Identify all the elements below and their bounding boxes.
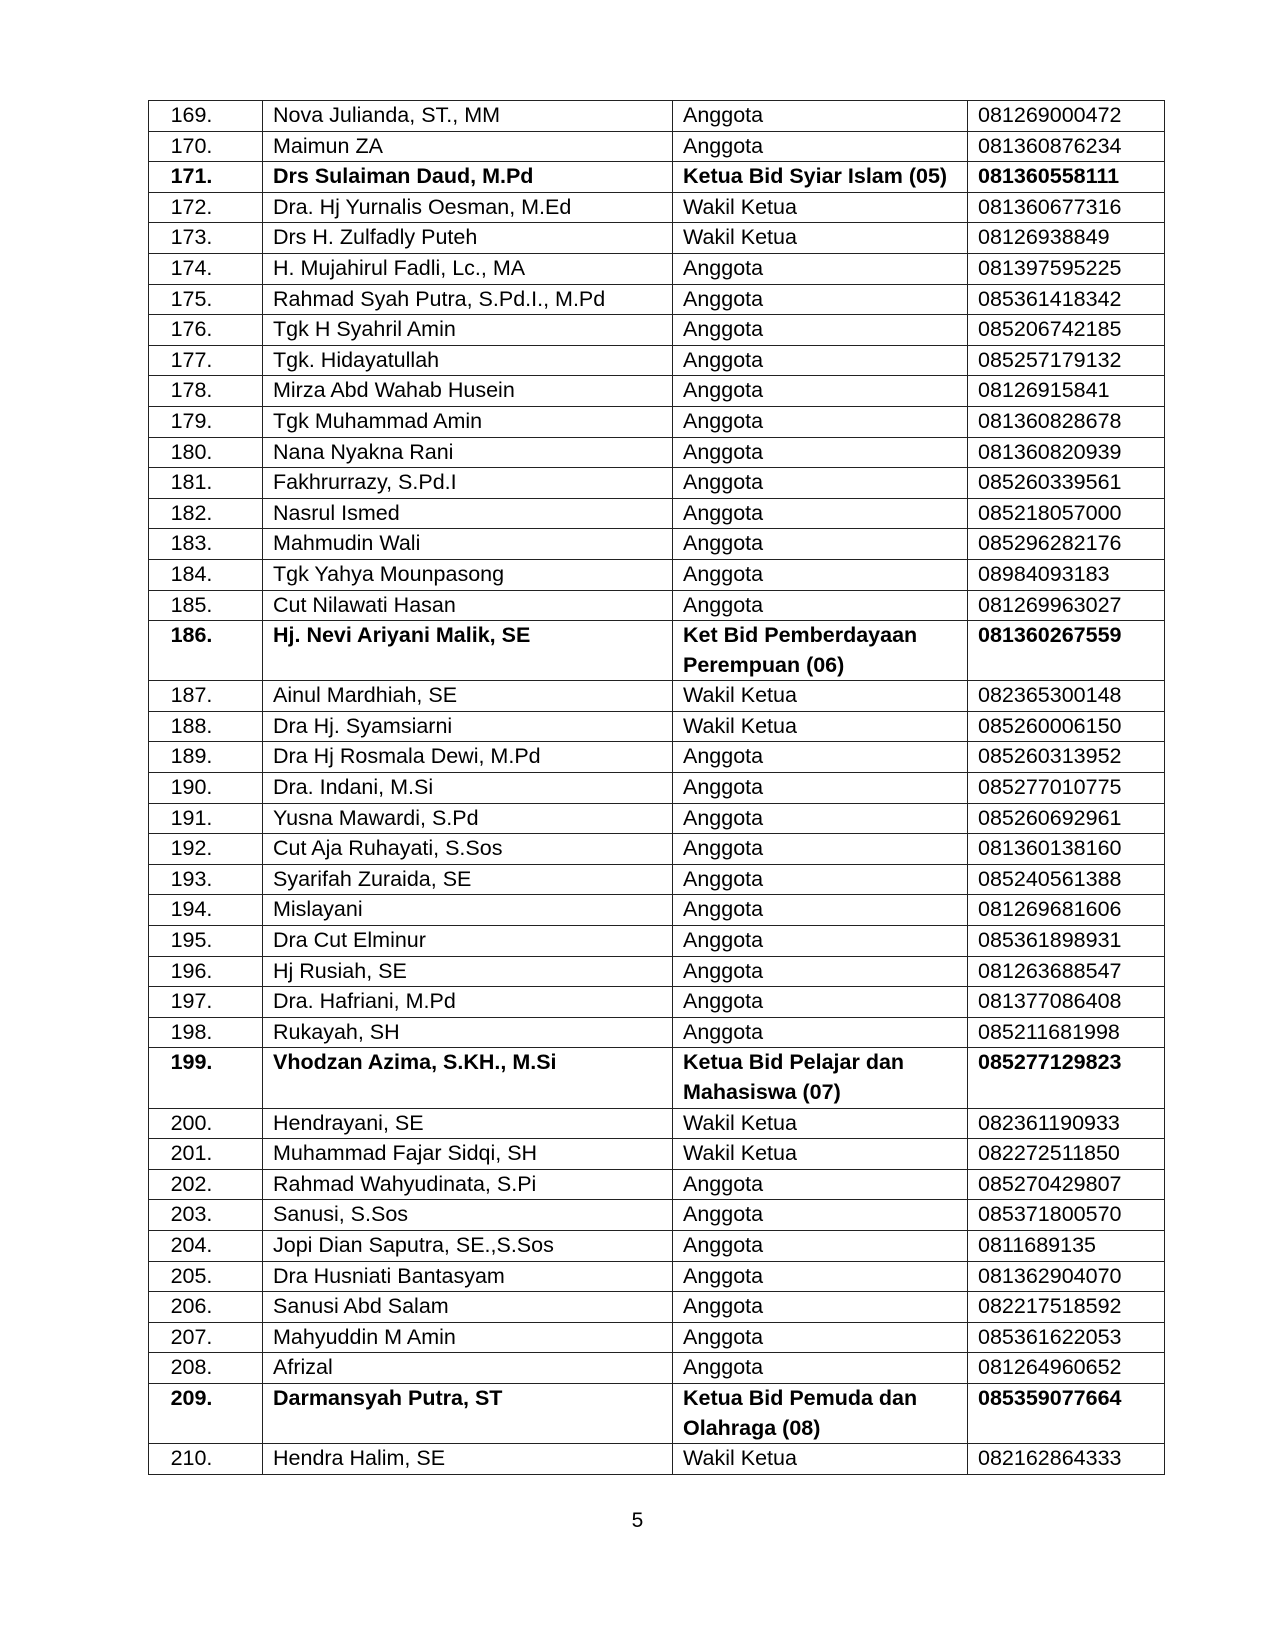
member-name: Mirza Abd Wahab Husein (263, 376, 673, 407)
row-number: 195. (149, 926, 263, 957)
member-role: Anggota (673, 253, 968, 284)
table-row (149, 1444, 1165, 1475)
table-row (149, 223, 1165, 254)
member-phone: 082361190933 (968, 1108, 1165, 1139)
member-phone: 081360267559 (968, 621, 1165, 681)
row-number: 196. (149, 956, 263, 987)
member-phone: 085260006150 (968, 711, 1165, 742)
member-phone: 085240561388 (968, 864, 1165, 895)
member-name: Dra Cut Elminur (263, 926, 673, 957)
row-number: 192. (149, 834, 263, 865)
member-role: Anggota (673, 284, 968, 315)
member-name: Syarifah Zuraida, SE (263, 864, 673, 895)
member-phone: 082272511850 (968, 1139, 1165, 1170)
table-row (149, 621, 1165, 681)
member-phone: 085277129823 (968, 1048, 1165, 1108)
member-table-body (149, 101, 1165, 1475)
member-phone: 085260692961 (968, 803, 1165, 834)
row-number: 203. (149, 1200, 263, 1231)
table-row (149, 1169, 1165, 1200)
member-phone: 085361898931 (968, 926, 1165, 957)
member-role: Wakil Ketua (673, 681, 968, 712)
table-row (149, 956, 1165, 987)
member-name: Mahyuddin M Amin (263, 1322, 673, 1353)
table-row (149, 131, 1165, 162)
table-row (149, 345, 1165, 376)
member-name: Fakhrurrazy, S.Pd.I (263, 468, 673, 499)
member-phone: 081360828678 (968, 406, 1165, 437)
member-phone: 085296282176 (968, 529, 1165, 560)
member-phone: 08984093183 (968, 559, 1165, 590)
table-row (149, 1108, 1165, 1139)
member-name: Tgk Yahya Mounpasong (263, 559, 673, 590)
row-number: 190. (149, 773, 263, 804)
member-phone: 081360820939 (968, 437, 1165, 468)
row-number: 202. (149, 1169, 263, 1200)
member-role: Wakil Ketua (673, 192, 968, 223)
table-row (149, 711, 1165, 742)
member-name: Nana Nyakna Rani (263, 437, 673, 468)
member-phone: 085260313952 (968, 742, 1165, 773)
row-number: 169. (149, 101, 263, 132)
member-name: Vhodzan Azima, S.KH., M.Si (263, 1048, 673, 1108)
member-phone: 081397595225 (968, 253, 1165, 284)
member-role: Anggota (673, 987, 968, 1018)
member-name: Drs H. Zulfadly Puteh (263, 223, 673, 254)
member-name: Dra Husniati Bantasyam (263, 1261, 673, 1292)
member-phone: 082365300148 (968, 681, 1165, 712)
member-name: Yusna Mawardi, S.Pd (263, 803, 673, 834)
member-name: Tgk Muhammad Amin (263, 406, 673, 437)
table-row (149, 1322, 1165, 1353)
member-role: Ketua Bid Pelajar dan Mahasiswa (07) (673, 1048, 968, 1108)
row-number: 180. (149, 437, 263, 468)
member-role: Anggota (673, 468, 968, 499)
table-row (149, 1017, 1165, 1048)
member-phone: 085270429807 (968, 1169, 1165, 1200)
member-phone: 081263688547 (968, 956, 1165, 987)
row-number: 171. (149, 162, 263, 193)
table-row (149, 498, 1165, 529)
member-phone: 081264960652 (968, 1353, 1165, 1384)
row-number: 207. (149, 1322, 263, 1353)
member-role: Wakil Ketua (673, 223, 968, 254)
member-name: Hj. Nevi Ariyani Malik, SE (263, 621, 673, 681)
table-row (149, 162, 1165, 193)
member-name: Muhammad Fajar Sidqi, SH (263, 1139, 673, 1170)
member-role: Wakil Ketua (673, 711, 968, 742)
table-row (149, 376, 1165, 407)
member-role: Anggota (673, 437, 968, 468)
member-role: Anggota (673, 834, 968, 865)
member-name: Ainul Mardhiah, SE (263, 681, 673, 712)
row-number: 170. (149, 131, 263, 162)
table-row (149, 926, 1165, 957)
member-role: Anggota (673, 1017, 968, 1048)
member-role: Ketua Bid Pemuda dan Olahraga (08) (673, 1383, 968, 1443)
table-row (149, 590, 1165, 621)
member-role: Ket Bid Pemberdayaan Perempuan (06) (673, 621, 968, 681)
member-role: Anggota (673, 315, 968, 346)
member-phone: 085361418342 (968, 284, 1165, 315)
member-phone: 085218057000 (968, 498, 1165, 529)
row-number: 184. (149, 559, 263, 590)
member-role: Wakil Ketua (673, 1444, 968, 1475)
row-number: 183. (149, 529, 263, 560)
row-number: 173. (149, 223, 263, 254)
member-name: Nova Julianda, ST., MM (263, 101, 673, 132)
member-name: Hendra Halim, SE (263, 1444, 673, 1475)
row-number: 179. (149, 406, 263, 437)
member-role: Anggota (673, 590, 968, 621)
member-name: H. Mujahirul Fadli, Lc., MA (263, 253, 673, 284)
member-name: Dra Hj Rosmala Dewi, M.Pd (263, 742, 673, 773)
row-number: 182. (149, 498, 263, 529)
member-phone: 081360677316 (968, 192, 1165, 223)
member-phone: 082162864333 (968, 1444, 1165, 1475)
row-number: 210. (149, 1444, 263, 1475)
member-name: Rahmad Wahyudinata, S.Pi (263, 1169, 673, 1200)
member-name: Cut Aja Ruhayati, S.Sos (263, 834, 673, 865)
member-role: Wakil Ketua (673, 1108, 968, 1139)
row-number: 198. (149, 1017, 263, 1048)
member-name: Tgk H Syahril Amin (263, 315, 673, 346)
table-row (149, 1200, 1165, 1231)
member-role: Anggota (673, 1322, 968, 1353)
table-row (149, 742, 1165, 773)
page-number: 5 (631, 1509, 644, 1532)
member-name: Mahmudin Wali (263, 529, 673, 560)
member-name: Mislayani (263, 895, 673, 926)
row-number: 185. (149, 590, 263, 621)
member-name: Dra. Hafriani, M.Pd (263, 987, 673, 1018)
member-name: Maimun ZA (263, 131, 673, 162)
member-role: Anggota (673, 101, 968, 132)
table-row (149, 681, 1165, 712)
member-name: Tgk. Hidayatullah (263, 345, 673, 376)
member-name: Sanusi Abd Salam (263, 1292, 673, 1323)
member-phone: 081360558111 (968, 162, 1165, 193)
member-role: Anggota (673, 376, 968, 407)
table-row (149, 437, 1165, 468)
table-row (149, 406, 1165, 437)
table-row (149, 773, 1165, 804)
member-role: Anggota (673, 742, 968, 773)
row-number: 209. (149, 1383, 263, 1443)
member-phone: 081362904070 (968, 1261, 1165, 1292)
row-number: 187. (149, 681, 263, 712)
table-row (149, 559, 1165, 590)
member-role: Anggota (673, 529, 968, 560)
member-name: Dra. Hj Yurnalis Oesman, M.Ed (263, 192, 673, 223)
row-number: 194. (149, 895, 263, 926)
member-role: Anggota (673, 1169, 968, 1200)
member-phone: 085257179132 (968, 345, 1165, 376)
table-row (149, 803, 1165, 834)
member-name: Jopi Dian Saputra, SE.,S.Sos (263, 1230, 673, 1261)
member-role: Wakil Ketua (673, 1139, 968, 1170)
row-number: 175. (149, 284, 263, 315)
member-name: Dra. Indani, M.Si (263, 773, 673, 804)
member-phone: 081269681606 (968, 895, 1165, 926)
row-number: 177. (149, 345, 263, 376)
row-number: 181. (149, 468, 263, 499)
table-row (149, 895, 1165, 926)
member-name: Rahmad Syah Putra, S.Pd.I., M.Pd (263, 284, 673, 315)
table-row (149, 1353, 1165, 1384)
table-row (149, 284, 1165, 315)
table-row (149, 1292, 1165, 1323)
table-row (149, 192, 1165, 223)
member-role: Anggota (673, 1353, 968, 1384)
member-phone: 08126938849 (968, 223, 1165, 254)
table-row (149, 834, 1165, 865)
member-name: Hendrayani, SE (263, 1108, 673, 1139)
member-role: Anggota (673, 498, 968, 529)
row-number: 208. (149, 1353, 263, 1384)
member-role: Anggota (673, 1261, 968, 1292)
member-phone: 085206742185 (968, 315, 1165, 346)
member-role: Anggota (673, 926, 968, 957)
member-role: Anggota (673, 803, 968, 834)
member-role: Anggota (673, 1200, 968, 1231)
member-phone: 08126915841 (968, 376, 1165, 407)
row-number: 174. (149, 253, 263, 284)
table-row (149, 1383, 1165, 1443)
member-role: Anggota (673, 131, 968, 162)
row-number: 206. (149, 1292, 263, 1323)
table-row (149, 529, 1165, 560)
row-number: 176. (149, 315, 263, 346)
table-row (149, 1261, 1165, 1292)
member-role: Anggota (673, 864, 968, 895)
table-row (149, 1048, 1165, 1108)
member-name: Nasrul Ismed (263, 498, 673, 529)
member-name: Darmansyah Putra, ST (263, 1383, 673, 1443)
row-number: 193. (149, 864, 263, 895)
member-name: Drs Sulaiman Daud, M.Pd (263, 162, 673, 193)
member-role: Anggota (673, 406, 968, 437)
member-phone: 085361622053 (968, 1322, 1165, 1353)
table-row (149, 987, 1165, 1018)
member-role: Anggota (673, 1230, 968, 1261)
row-number: 178. (149, 376, 263, 407)
member-phone: 081269963027 (968, 590, 1165, 621)
row-number: 197. (149, 987, 263, 1018)
member-phone: 082217518592 (968, 1292, 1165, 1323)
row-number: 201. (149, 1139, 263, 1170)
member-name: Dra Hj. Syamsiarni (263, 711, 673, 742)
member-name: Cut Nilawati Hasan (263, 590, 673, 621)
member-phone: 085211681998 (968, 1017, 1165, 1048)
member-phone: 085260339561 (968, 468, 1165, 499)
member-phone: 085277010775 (968, 773, 1165, 804)
member-role: Anggota (673, 895, 968, 926)
member-phone: 085371800570 (968, 1200, 1165, 1231)
row-number: 186. (149, 621, 263, 681)
row-number: 188. (149, 711, 263, 742)
member-role: Anggota (673, 773, 968, 804)
table-row (149, 101, 1165, 132)
table-row (149, 315, 1165, 346)
table-row (149, 864, 1165, 895)
member-name: Hj Rusiah, SE (263, 956, 673, 987)
row-number: 172. (149, 192, 263, 223)
row-number: 204. (149, 1230, 263, 1261)
member-name: Sanusi, S.Sos (263, 1200, 673, 1231)
table-row (149, 1139, 1165, 1170)
row-number: 199. (149, 1048, 263, 1108)
member-phone: 081360876234 (968, 131, 1165, 162)
member-name: Rukayah, SH (263, 1017, 673, 1048)
member-role: Anggota (673, 345, 968, 376)
member-phone: 0811689135 (968, 1230, 1165, 1261)
row-number: 189. (149, 742, 263, 773)
member-phone: 081360138160 (968, 834, 1165, 865)
table-row (149, 468, 1165, 499)
row-number: 191. (149, 803, 263, 834)
member-name: Afrizal (263, 1353, 673, 1384)
row-number: 205. (149, 1261, 263, 1292)
table-row (149, 253, 1165, 284)
member-role: Ketua Bid Syiar Islam (05) (673, 162, 968, 193)
member-role: Anggota (673, 956, 968, 987)
member-table (148, 100, 1165, 1475)
member-phone: 081377086408 (968, 987, 1165, 1018)
member-role: Anggota (673, 559, 968, 590)
table-row (149, 1230, 1165, 1261)
row-number: 200. (149, 1108, 263, 1139)
member-role: Anggota (673, 1292, 968, 1323)
member-phone: 085359077664 (968, 1383, 1165, 1443)
member-phone: 081269000472 (968, 101, 1165, 132)
